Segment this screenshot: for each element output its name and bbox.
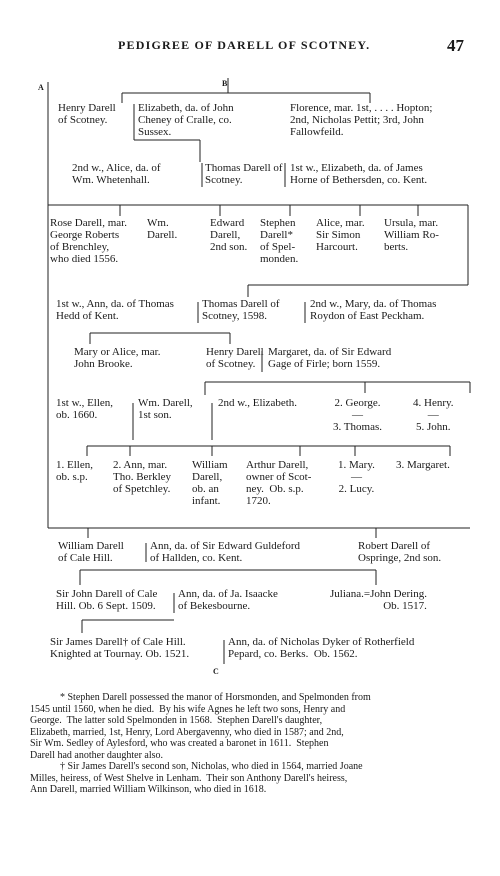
page-number: 47 [447, 36, 464, 55]
ann-hedd: 1st w., Ann, da. of Thomas Hedd of Kent. [56, 298, 174, 322]
stephen-darell: Stephen Darell* of Spel- monden. [260, 217, 299, 265]
henry-darell: Henry Darell of Scotney. [58, 102, 116, 126]
ellen-wife: 1st w., Ellen, ob. 1660. [56, 397, 114, 421]
henry-john: 4. Henry. — 5. John. [413, 397, 454, 433]
sir-john-darell: Sir John Darell of Cale Hill. Ob. 6 Sept. 1509. [56, 588, 158, 612]
mary-roydon: 2nd w., Mary, da. of Thomas Roydon of East Peckham. [310, 298, 437, 322]
elizabeth-cheney: Elizabeth, da. of John Cheney of Cralle, co. Sussex. [138, 102, 234, 138]
thomas-darell: Thomas Darell of Scotney. [205, 162, 283, 186]
alice-whetenhall: 2nd w., Alice, da. of Wm. Whetenhall. [72, 162, 161, 186]
edward-darell: Edward Darell, 2nd son. [210, 217, 248, 253]
juliana-dering: Juliana.=John Dering. Ob. 1517. [330, 588, 427, 612]
marker-c: C [213, 667, 219, 676]
elizabeth-2nd-wife: 2nd w., Elizabeth. [218, 397, 298, 409]
thomas-darell-1598: Thomas Darell of Scotney, 1598. [202, 298, 280, 322]
ellen-darell: 1. Ellen, ob. s.p. [56, 459, 93, 483]
florence: Florence, mar. 1st, . . . . Hopton; 2nd, Nicholas Pettit; 3rd, John Fallowfeild. [290, 102, 433, 138]
mary-or-alice: Mary or Alice, mar. John Brooke. [74, 346, 161, 370]
mary-lucy: 1. Mary. — 2. Lucy. [338, 459, 375, 495]
marker-a: A [38, 83, 44, 92]
ann-guldeford: Ann, da. of Sir Edward Guldeford of Hallden, co. Kent. [150, 540, 300, 564]
william-darell-infant: William Darell, ob. an infant. [192, 459, 228, 507]
robert-darell: Robert Darell of Ospringe, 2nd son. [358, 540, 442, 564]
page-title: PEDIGREE OF DARELL OF SCOTNEY. [118, 38, 371, 52]
elizabeth-horne: 1st w., Elizabeth, da. of James Horne of Bethersden, co. Kent. [290, 162, 428, 186]
ann-dyker: Ann, da. of Nicholas Dyker of Rotherfield Pepard, co. Berks. Ob. 1562. [228, 636, 415, 660]
ursula-roberts: Ursula, mar. William Ro- berts. [384, 217, 439, 253]
margaret-darell: 3. Margaret. [396, 459, 450, 471]
william-darell-cale-hill: William Darell of Cale Hill. [58, 540, 124, 564]
wm-darell: Wm. Darell. [147, 217, 178, 241]
henry-darell-scotney: Henry Darell of Scotney. [206, 346, 264, 370]
sir-james-darell: Sir James Darell† of Cale Hill. Knighted at Tournay. Ob. 1521. [50, 636, 190, 660]
ann-berkley: 2. Ann, mar. Tho. Berkley of Spetchley. [113, 459, 172, 495]
arthur-darell: Arthur Darell, owner of Scot- ney. Ob. s.p. 1720. [246, 459, 312, 507]
ann-isaacke: Ann, da. of Ja. Isaacke of Bekesbourne. [178, 588, 278, 612]
marker-b: B [222, 79, 228, 88]
footnotes: * Stephen Darell possessed the manor of Horsmonden, and Spelmonden from 1545 until 1560, when he died. By his wife Agnes he left two sons, Henry and George. The latter sold Spelmonden in 1568. Stephen Darell's daughter, Elizabeth, married, 1st, Henry, Lord Abergavenny, who died in 1587; and 2nd, Sir Wm. Sedley of Aylesford, who was created a baronet in 1611. Stephen Darell had another daughter also. † Sir James Darell's second son, Nicholas, who died in 1564, married Joane Milles, heiress, of West Shelve in Lenham. Their son Anthony Darell's heiress, Ann Darell, married William Wilkinson, who died in 1618. [30, 692, 371, 795]
margaret-gage: Margaret, da. of Sir Edward Gage of Firle; born 1559. [268, 346, 392, 370]
alice-harcourt: Alice, mar. Sir Simon Harcourt. [316, 217, 365, 253]
wm-darell-1st-son: Wm. Darell, 1st son. [138, 397, 193, 421]
george-thomas: 2. George. — 3. Thomas. [333, 397, 382, 433]
rose-darell: Rose Darell, mar. George Roberts of Brenchley, who died 1556. [50, 217, 127, 265]
